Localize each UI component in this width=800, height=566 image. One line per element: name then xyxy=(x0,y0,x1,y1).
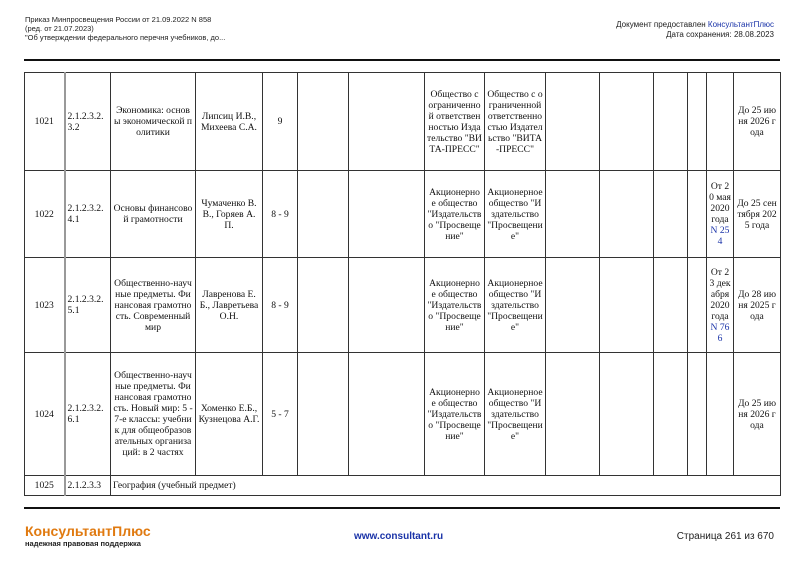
table-row xyxy=(25,73,781,171)
empty-cell xyxy=(654,353,688,476)
validity-period xyxy=(734,171,781,258)
brand-name: КонсультантПлюс xyxy=(25,523,151,539)
book-title xyxy=(111,353,196,476)
book-authors-text: Чумаченко В.В., Горяев А.П. xyxy=(201,197,257,231)
publisher-text: Акционерное общество "Издательство "Просвещение" xyxy=(427,186,482,242)
page-number: Страница 261 из 670 xyxy=(676,531,774,542)
validity-period xyxy=(734,73,781,171)
publisher-rights-text: Акционерное общество "Издательство "Просвещение" xyxy=(487,186,543,242)
table-row xyxy=(25,258,781,353)
publisher-rights xyxy=(485,353,546,476)
row-number xyxy=(25,73,65,171)
publisher xyxy=(425,171,485,258)
table-row xyxy=(25,476,781,496)
publisher-rights-text: Акционерное общество "Издательство "Просвещение" xyxy=(487,386,543,442)
doc-edition-line: (ред. от 21.07.2023) xyxy=(25,24,94,33)
document-header-info xyxy=(616,20,774,40)
book-authors xyxy=(196,258,263,353)
row-code xyxy=(65,258,111,353)
doc-subject-line: "Об утверждении федерального перечня учебников, до... xyxy=(25,33,226,42)
validity-period-text: До 25 сентября 2025 года xyxy=(737,197,777,231)
book-title xyxy=(111,258,196,353)
book-title-text: Экономика: основы экономической политики xyxy=(113,105,193,138)
row-code-text: 2.1.2.3.2.3.2 xyxy=(67,110,104,133)
row-code-text: 2.1.2.3.2.4.1 xyxy=(67,203,104,225)
empty-cell xyxy=(298,73,349,171)
book-title-text: Общественно-научные предметы. Финансовая грамотность. Современный мир xyxy=(114,277,192,333)
validity-period-text: До 25 июня 2026 года xyxy=(737,397,777,431)
publisher-rights xyxy=(485,73,546,171)
row-code-text: 2.1.2.3.2.5.1 xyxy=(67,294,104,316)
empty-cell xyxy=(688,171,707,258)
publisher-text: Акционерное общество "Издательство "Просвещение" xyxy=(427,277,482,333)
empty-cell xyxy=(688,73,707,171)
save-date: Дата сохранения: 28.08.2023 xyxy=(666,30,774,39)
publisher xyxy=(425,258,485,353)
order-date xyxy=(707,171,734,258)
row-number xyxy=(25,258,65,353)
table-row xyxy=(25,353,781,476)
empty-cell xyxy=(546,171,600,258)
empty-cell xyxy=(349,171,425,258)
grade-range xyxy=(263,258,298,353)
consultant-link[interactable]: КонсультантПлюс xyxy=(707,20,774,29)
empty-cell xyxy=(688,258,707,353)
book-title-text: Основы финансовой грамотности xyxy=(113,203,193,225)
footer-logo xyxy=(25,523,151,548)
empty-cell xyxy=(600,73,654,171)
footer-divider xyxy=(24,507,780,509)
row-code xyxy=(65,73,111,171)
grade-range xyxy=(263,171,298,258)
order-date-text: От 20 мая 2020 года xyxy=(709,181,731,225)
empty-cell xyxy=(349,73,425,171)
empty-cell xyxy=(600,353,654,476)
empty-cell xyxy=(298,258,349,353)
textbook-table xyxy=(24,72,781,496)
subject-heading: География (учебный предмет) xyxy=(111,476,781,496)
empty-cell xyxy=(654,171,688,258)
document-header-title xyxy=(25,15,225,42)
empty-cell xyxy=(546,258,600,353)
book-authors xyxy=(196,73,263,171)
publisher-rights-text: Общество с ограниченной ответственностью Издательство "ВИТА-ПРЕСС" xyxy=(487,88,543,155)
empty-cell xyxy=(298,353,349,476)
validity-period xyxy=(734,258,781,353)
book-title xyxy=(111,171,196,258)
book-authors-text: Лавренова Е.Б., Лавретьева О.Н. xyxy=(199,288,259,322)
publisher-rights xyxy=(485,171,546,258)
order-link[interactable]: N 766 xyxy=(710,321,730,344)
publisher xyxy=(425,353,485,476)
order-date xyxy=(707,353,734,476)
header-divider xyxy=(24,59,780,61)
row-number-text: 1021 xyxy=(34,116,54,127)
book-authors-text: Липсиц И.В., Михеева С.А. xyxy=(201,110,257,133)
empty-cell xyxy=(654,73,688,171)
row-number xyxy=(25,171,65,258)
row-number xyxy=(25,353,65,476)
empty-cell xyxy=(546,353,600,476)
order-date xyxy=(707,73,734,171)
book-title xyxy=(111,73,196,171)
row-code: 2.1.2.3.3 xyxy=(65,476,111,496)
empty-cell xyxy=(349,353,425,476)
publisher xyxy=(425,73,485,171)
empty-cell xyxy=(546,73,600,171)
row-code xyxy=(65,353,111,476)
order-date-text: От 23 декабря 2020 года xyxy=(709,266,731,322)
row-code-text: 2.1.2.3.2.6.1 xyxy=(67,403,104,425)
grade-range-text: 8 - 9 xyxy=(271,299,289,311)
grade-range-text: 5 - 7 xyxy=(271,408,289,420)
row-code xyxy=(65,171,111,258)
validity-period-text: До 25 июня 2026 года xyxy=(737,105,777,138)
row-number-text: 1024 xyxy=(34,408,54,420)
book-authors xyxy=(196,171,263,258)
row-number-text: 1022 xyxy=(34,208,54,220)
book-authors xyxy=(196,353,263,476)
empty-cell xyxy=(688,353,707,476)
publisher-text: Акционерное общество "Издательство "Просвещение" xyxy=(427,386,482,442)
table-row xyxy=(25,171,781,258)
grade-range xyxy=(263,73,298,171)
validity-period-text: До 28 июня 2025 года xyxy=(737,288,777,322)
row-number-text: 1023 xyxy=(34,299,54,311)
book-title-text: Общественно-научные предметы. Финансовая грамотность. Новый мир: 5 - 7-е классы: учебник для общеобразовательных организаций: в 2 частях xyxy=(113,370,193,458)
brand-slogan: надежная правовая поддержка xyxy=(25,539,141,548)
empty-cell xyxy=(600,258,654,353)
row-number: 1025 xyxy=(25,476,65,496)
empty-cell xyxy=(298,171,349,258)
provided-label: Документ предоставлен xyxy=(616,20,708,29)
empty-cell xyxy=(600,171,654,258)
grade-range-text: 8 - 9 xyxy=(271,208,289,220)
publisher-rights-text: Акционерное общество "Издательство "Просвещение" xyxy=(487,277,543,333)
doc-title-line: Приказ Минпросвещения России от 21.09.2022 N 858 xyxy=(25,15,212,24)
publisher-rights xyxy=(485,258,546,353)
validity-period xyxy=(734,353,781,476)
empty-cell xyxy=(654,258,688,353)
publisher-text: Общество с ограниченной ответственностью Издательство "ВИТА-ПРЕСС" xyxy=(427,88,482,155)
grade-range-text: 9 xyxy=(277,116,283,127)
order-date xyxy=(707,258,734,353)
order-link[interactable]: N 254 xyxy=(710,225,730,247)
site-link[interactable]: www.consultant.ru xyxy=(354,531,444,542)
book-authors-text: Хоменко Е.Б., Кузнецова А.Г. xyxy=(198,403,260,425)
grade-range xyxy=(263,353,298,476)
empty-cell xyxy=(349,258,425,353)
